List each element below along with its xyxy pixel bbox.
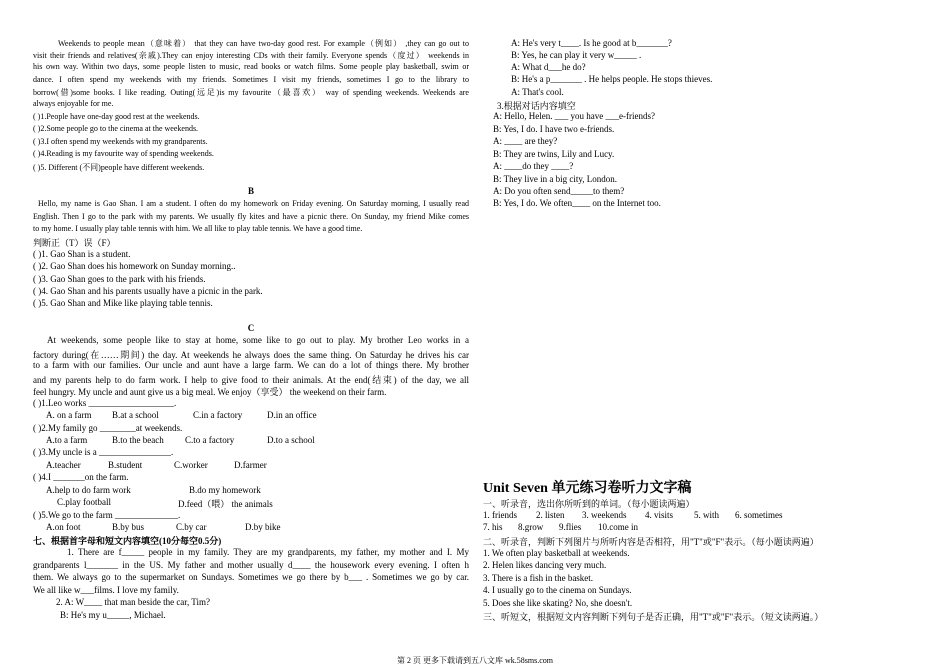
- transcript-sentence: 1. We often play basketball at weekends.: [483, 548, 630, 558]
- transcript-part-two: 二、听录音，判断下列图片与所听内容是否相符，用"T"或"F"表示。（每小题读两遍）: [483, 537, 819, 547]
- question-stem: ( )5.We go to the farm ______________.: [33, 510, 181, 520]
- question-options: [46, 435, 466, 447]
- word-item: 4. visits: [645, 510, 674, 520]
- transcript-title: Unit Seven 单元练习卷听力文字稿: [483, 481, 692, 496]
- passage-b-heading: B: [247, 186, 254, 196]
- dialog-line: B: They are twins, Lily and Lucy.: [493, 149, 615, 159]
- question-stem: ( )3.My uncle is a ________________.: [33, 447, 174, 457]
- dialog-line: A: ____do they ____?: [493, 161, 574, 171]
- page-footer: 第 2 页 更多下载请到五八文库 wk.58sms.com: [397, 656, 553, 665]
- option: A.teacher: [46, 460, 81, 470]
- transcript-sentence: 2. Helen likes dancing very much.: [483, 560, 607, 570]
- dialog-line: A: ____ are they?: [493, 136, 558, 146]
- option: C.to a factory: [185, 435, 235, 445]
- section-seven-line: them. We always go to the supermarket on Sundays. Sometimes we go there by b___ . Sometimes we go by car.: [33, 572, 469, 582]
- transcript-sentence: 5. Does she like skating? No, she doesn't.: [483, 598, 633, 608]
- word-item: 6. sometimes: [735, 510, 783, 520]
- question-options: [57, 497, 457, 509]
- passage-b-instruction: 判断正（T）误（F）: [33, 238, 116, 248]
- passage-a-line: dance. I often spend my weekends with my friends. Sometimes I visit my friends, sometimes I go to the library to: [33, 75, 469, 84]
- question-options: [46, 410, 466, 422]
- passage-c-line: and my parents help to do farm work. I help to give food to their animals. At the end(结束) of the day, we all: [33, 375, 469, 385]
- passage-a-item: ( )3.I often spend my weekends with my grandparents.: [33, 137, 208, 146]
- transcript-sentence: 3. There is a fish in the basket.: [483, 573, 594, 583]
- section-seven-line: 2. A: W____ that man beside the car, Tim?: [56, 597, 210, 607]
- passage-a-item: ( )2.Some people go to the cinema at the weekends.: [33, 124, 199, 133]
- option: B.do my homework: [189, 485, 261, 495]
- passage-b-item: ( )5. Gao Shan and Mike like playing table tennis.: [33, 298, 213, 308]
- word-list-row: [483, 510, 923, 522]
- option: D.to a school: [267, 435, 315, 445]
- option: A.on foot: [46, 522, 81, 532]
- dialog-line: B: Yes, I do. I have two e-friends.: [493, 124, 615, 134]
- section-seven-line: B: He's my u_____, Michael.: [60, 610, 166, 620]
- dialog-line: A: He's very t____. Is he good at b_______?: [511, 38, 672, 48]
- passage-a-line: visit their friends and relatives(亲戚).They can enjoy interesting CDs with their family. Everyone spends（度过） weekends in: [33, 51, 469, 60]
- passage-a-item: ( )5. Different (不同)people have different weekends.: [33, 163, 205, 172]
- option: C.play football: [57, 497, 111, 507]
- passage-a-line: always enjoyable for me.: [33, 99, 114, 108]
- option: B.student: [108, 460, 143, 470]
- option: D.feed（喂） the animals: [178, 499, 273, 509]
- section-three-heading: 3.根据对话内容填空: [497, 101, 576, 111]
- dialog-line: A: Do you often send_____to them?: [493, 186, 625, 196]
- section-seven-line: We all like w___films. I love my family.: [33, 585, 179, 595]
- dialog-line: A: Hello, Helen. ___ you have ___e-friends?: [493, 111, 655, 121]
- question-options: [46, 460, 466, 472]
- passage-c-line: At weekends, some people like to stay at home, some like to go out to play. My brother Leo works in a: [47, 335, 469, 345]
- word-item: 8.grow: [518, 522, 544, 532]
- section-seven-title: 七、根据首字母和短文内容填空(10分每空0.5分): [33, 536, 222, 546]
- passage-b-line: English. Then I go to the park with my parents. We usually fly kites and have a picnic there. On Sunday, my friend Mike comes: [33, 212, 469, 221]
- option: C.by car: [176, 522, 207, 532]
- word-item: 7. his: [483, 522, 503, 532]
- word-list-row: [483, 522, 923, 534]
- passage-a-line: Weekends to people mean（意味着） that they can have two-day good rest. For example（例如） ,they can go out to: [58, 39, 469, 48]
- dialog-line: A: What d___he do?: [511, 62, 586, 72]
- option: A.help to do farm work: [46, 485, 131, 495]
- question-stem: ( )2.My family go ________at weekends.: [33, 423, 183, 433]
- word-item: 2. listen: [536, 510, 565, 520]
- question-options: [46, 522, 466, 534]
- transcript-sentence: 4. I usually go to the cinema on Sundays.: [483, 585, 632, 595]
- transcript-part-three: 三、听短文，根据短文内容判断下列句子是否正确，用"T"或"F"表示。（短文读两遍。）: [483, 612, 824, 622]
- section-seven-line: 1. There are f_____ people in my family. They are my grandparents, my father, my mother and I. My: [67, 547, 469, 557]
- word-item: 9.flies: [559, 522, 582, 532]
- dialog-line: B: Yes, I do. We often____ on the Internet too.: [493, 198, 661, 208]
- passage-b-item: ( )1. Gao Shan is a student.: [33, 249, 131, 259]
- question-options: [46, 485, 466, 497]
- word-item: 10.come in: [598, 522, 638, 532]
- option: D.in an office: [267, 410, 317, 420]
- word-item: 1. friends: [483, 510, 517, 520]
- option: D.by bike: [245, 522, 281, 532]
- word-item: 5. with: [694, 510, 720, 520]
- dialog-line: A: That's cool.: [511, 87, 564, 97]
- transcript-part-one: 一、听录音，选出你所听到的单词。（每小题读两遍）: [483, 499, 695, 509]
- passage-b-item: ( )3. Gao Shan goes to the park with his friends.: [33, 274, 206, 284]
- passage-b-line: Hello, my name is Gao Shan. I am a student. I often do my homework on Friday evening. On Saturday morning, I usually read: [38, 199, 469, 208]
- passage-b-item: ( )4. Gao Shan and his parents usually have a picnic in the park.: [33, 286, 263, 296]
- passage-c-line: factory during(在……期间) the day. At weekends he always does the same thing. On Saturday he drives his car: [33, 350, 469, 360]
- passage-c-line: feel hungry. My uncle and aunt give us a big meal. We enjoy（享受） the weekend on their farm.: [33, 387, 387, 397]
- passage-c-line: to a farm with our families. Our uncle and aunt have a large farm. We can do a lot of things there. My brother: [33, 360, 469, 370]
- option: A. on a farm: [46, 410, 92, 420]
- option: C.worker: [174, 460, 208, 470]
- option: B.at a school: [112, 410, 159, 420]
- passage-b-item: ( )2. Gao Shan does his homework on Sunday morning..: [33, 261, 236, 271]
- section-seven-line: grandparents l_______ in the US. My father and mother usually d____ the housework every evening. I often h: [33, 560, 469, 570]
- dialog-line: B: He's a p_______ . He helps people. He stops thieves.: [511, 74, 713, 84]
- option: B.to the beach: [112, 435, 164, 445]
- passage-a-line: borrow(借)some books. I like reading. Outing(远足)is my favourite（最喜欢） way of spending weekends. Weekends are: [33, 88, 469, 97]
- passage-a-item: ( )1.People have one-day good rest at the weekends.: [33, 112, 200, 121]
- dialog-line: B: Yes, he can play it very w_____ .: [511, 50, 642, 60]
- passage-a-line: his own way. Within two days, some people listen to music, read books or watch films. Some people play basketball, swim or: [33, 62, 469, 71]
- option: D.farmer: [234, 460, 267, 470]
- passage-c-heading: C: [247, 323, 255, 333]
- question-stem: ( )1.Leo works ___________________.: [33, 398, 177, 408]
- option: B.by bus: [112, 522, 145, 532]
- passage-a-item: ( )4.Reading is my favourite way of spending weekends.: [33, 149, 214, 158]
- question-stem: ( )4.I _______on the farm.: [33, 472, 129, 482]
- option: A.to a farm: [46, 435, 88, 445]
- dialog-line: B: They live in a big city, London.: [493, 174, 617, 184]
- option: C.in a factory: [193, 410, 243, 420]
- passage-b-line: to my home. I usually play table tennis with him. We all like to play table tennis. We have a good time.: [33, 224, 363, 233]
- word-item: 3. weekends: [582, 510, 627, 520]
